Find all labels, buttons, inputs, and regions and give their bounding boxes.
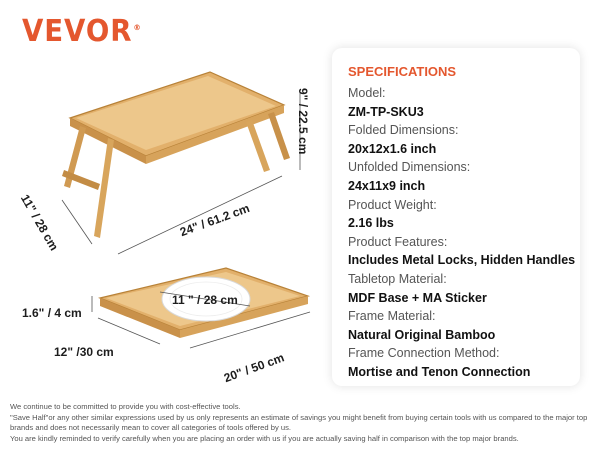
folded-length-dimension: 20" / 50 cm [222,350,287,386]
folded-height-dimension: 1.6" / 4 cm [22,306,82,320]
spec-label-weight: Product Weight: [348,197,437,212]
specifications-title: SPECIFICATIONS [348,64,457,79]
spec-value-model: ZM-TP-SKU3 [348,104,424,119]
width-dimension: 11" / 28 cm [17,192,62,254]
spec-value-features: Includes Metal Locks, Hidden Handles [348,253,576,268]
spec-label-unfolded: Unfolded Dimensions: [348,160,471,175]
spec-value-unfolded: 24x11x9 inch [348,178,426,193]
disclaimer-line-2: "Save Half"or any other similar expressions used by us only represents an estimate of savings you might benefit from buying certain tools with us compared to the major top brands and does not necessarily mean to cover all categories of tools offered by us. [10,412,588,433]
spec-label-connection: Frame Connection Method: [348,346,500,361]
specifications-list [348,84,576,382]
disclaimer-footer [10,402,595,444]
spec-value-weight: 2.16 lbs [348,216,394,231]
spec-label-model: Model: [348,86,386,100]
plate-dimension: 11 " / 28 cm [172,293,238,307]
spec-value-connection: Mortise and Tenon Connection [348,364,531,379]
brand-logo [22,14,142,49]
folded-width-dimension: 12" /30 cm [54,345,114,359]
brand-logo-text: VEVOR [22,14,133,49]
specifications-panel [332,48,580,386]
spec-label-frame: Frame Material: [348,309,436,324]
unfolded-tray [62,72,290,238]
disclaimer-line-3: You are kindly reminded to verify carefully when you are placing an order with us if you are actually saving half in comparison with the top major brands. [10,433,519,443]
height-dimension: 9" / 22.5 cm [296,88,310,155]
registered-mark: ® [133,23,142,32]
spec-value-folded: 20x12x1.6 inch [348,141,437,156]
spec-value-frame: Natural Original Bamboo [348,327,496,342]
spec-label-tabletop: Tabletop Material: [348,271,447,286]
spec-label-features: Product Features: [348,234,448,249]
spec-label-folded: Folded Dimensions: [348,123,459,138]
spec-value-tabletop: MDF Base + MA Sticker [348,290,487,305]
length-dimension: 24" / 61.2 cm [178,201,252,240]
disclaimer-line-1: We continue to be committed to provide you with cost-effective tools. [10,402,241,411]
